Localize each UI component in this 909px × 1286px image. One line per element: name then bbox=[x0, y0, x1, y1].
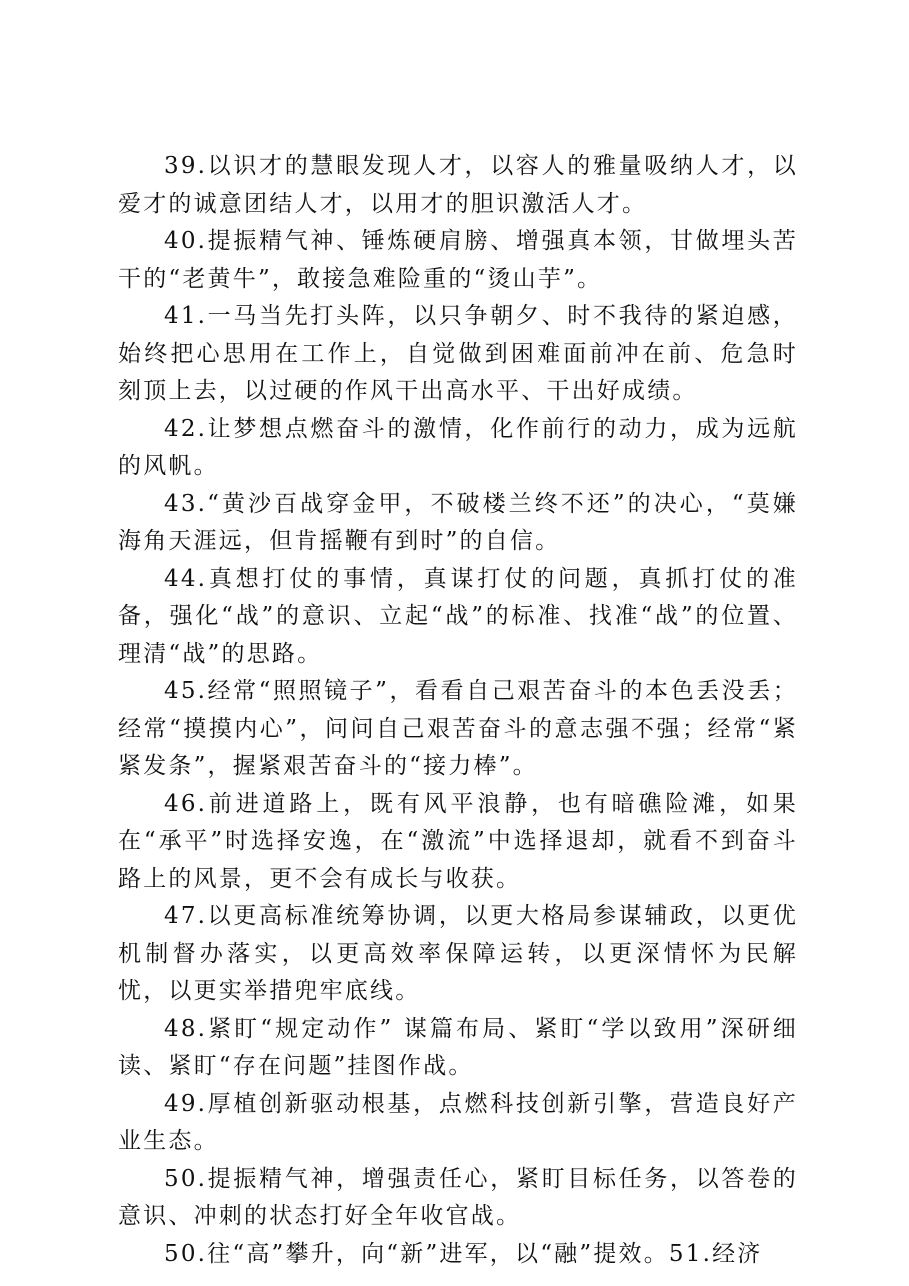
paragraph-43: 43.“黄沙百战穿金甲，不破楼兰终不还”的决心，“莫嫌海角天涯远，但肯摇鞭有到时”的自信。 bbox=[118, 490, 798, 554]
paragraph-39: 39.以识才的慧眼发现人才，以容人的雅量吸纳人才，以爱才的诚意团结人才，以用才的胆识激活人才。 bbox=[118, 153, 798, 217]
paragraph-50-51: 50.往“高”攀升，向“新”进军，以“融”提效。51.经济 bbox=[164, 1240, 763, 1267]
paragraph-42: 42.让梦想点燃奋斗的激情，化作前行的动力，成为远航的风帆。 bbox=[118, 415, 798, 479]
paragraph-40: 40.提振精气神、锤炼硬肩膀、增强真本领，甘做埋头苦干的“老黄牛”，敢接急难险重的“烫山芋”。 bbox=[118, 228, 798, 292]
paragraph-44: 44.真想打仗的事情，真谋打仗的问题，真抓打仗的准备，强化“战”的意识、立起“战”的标准、找准“战”的位置、理清“战”的思路。 bbox=[118, 565, 798, 667]
paragraph-48: 48.紧盯“规定动作” 谋篇布局、紧盯“学以致用”深研细读、紧盯“存在问题”挂图作战。 bbox=[118, 1015, 798, 1079]
paragraph-46: 46.前进道路上，既有风平浪静，也有暗礁险滩，如果在“承平”时选择安逸，在“激流”中选择退却，就看不到奋斗路上的风景，更不会有成长与收获。 bbox=[118, 790, 798, 892]
paragraph-50: 50.提振精气神，增强责任心，紧盯目标任务，以答卷的意识、冲刺的状态打好全年收官战。 bbox=[118, 1165, 798, 1229]
paragraph-41: 41.一马当先打头阵，以只争朝夕、时不我待的紧迫感，始终把心思用在工作上，自觉做到困难面前冲在前、危急时刻顶上去，以过硬的作风干出高水平、干出好成绩。 bbox=[118, 303, 798, 404]
document-body bbox=[118, 148, 798, 1273]
paragraph-49: 49.厚植创新驱动根基，点燃科技创新引擎，营造良好产业生态。 bbox=[118, 1090, 798, 1154]
paragraph-45: 45.经常“照照镜子”，看看自己艰苦奋斗的本色丢没丢；经常“摸摸内心”，问问自己艰苦奋斗的意志强不强；经常“紧紧发条”，握紧艰苦奋斗的“接力棒”。 bbox=[118, 678, 798, 779]
paragraph-47: 47.以更高标准统筹协调，以更大格局参谋辅政，以更优机制督办落实，以更高效率保障运转，以更深情怀为民解忧，以更实举措兜牢底线。 bbox=[118, 903, 798, 1004]
